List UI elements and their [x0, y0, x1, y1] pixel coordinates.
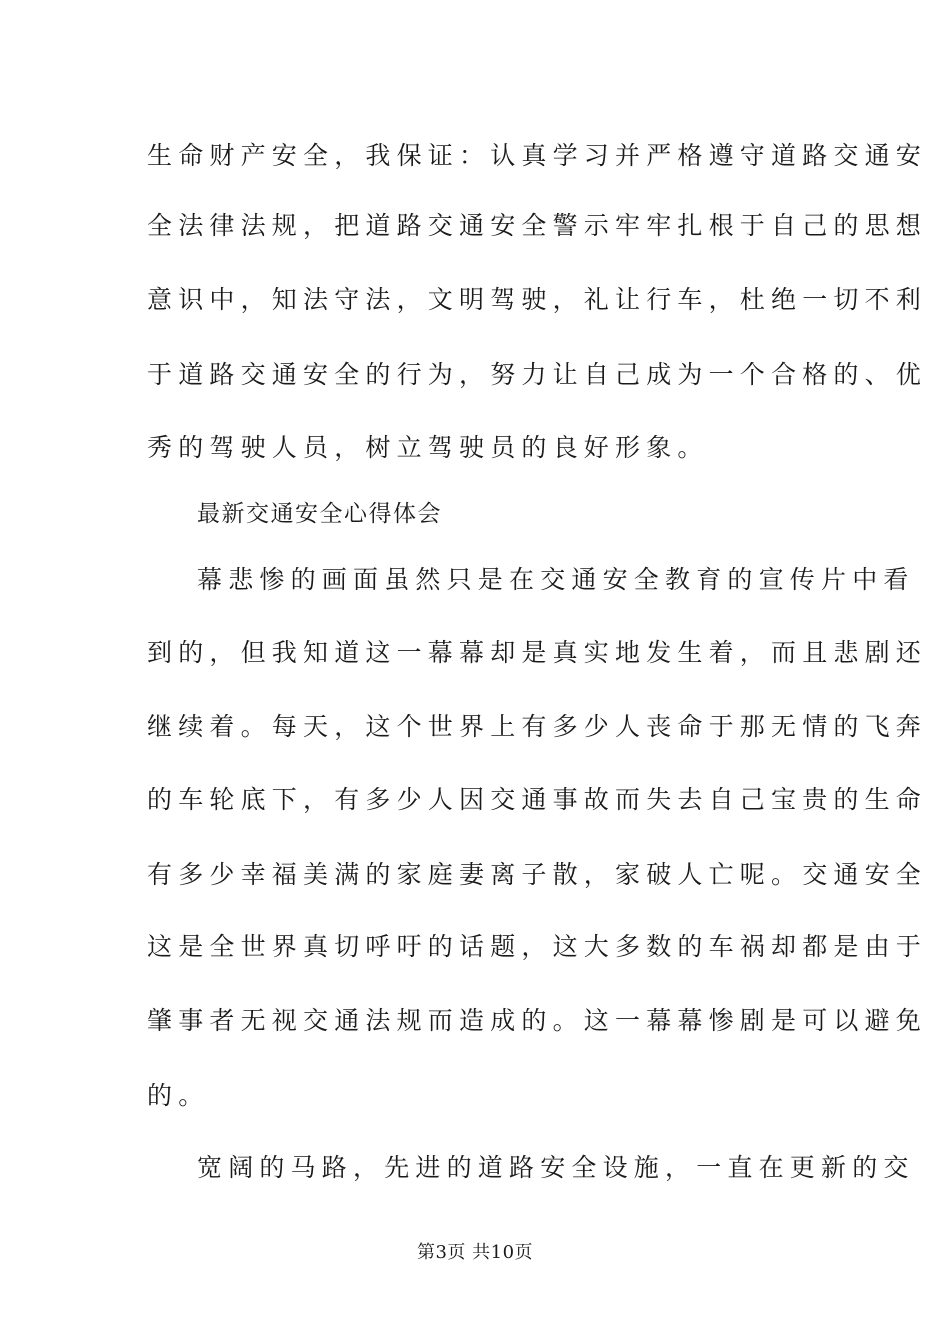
- text-line: 生命财产安全，我保证：认真学习并严格遵守道路交通安: [147, 141, 928, 170]
- text-line: 幕悲惨的画面虽然只是在交通安全教育的宣传片中看: [197, 565, 915, 594]
- text-line: 这是全世界真切呼吁的话题，这大多数的车祸却都是由于: [147, 932, 928, 961]
- text-line: 宽阔的马路，先进的道路安全设施，一直在更新的交: [197, 1153, 915, 1182]
- text-line: 的车轮底下，有多少人因交通事故而失去自己宝贵的生命: [147, 785, 928, 814]
- text-line: 肇事者无视交通法规而造成的。这一幕幕惨剧是可以避免: [147, 1006, 928, 1035]
- page-number-footer: 第3页 共10页: [416, 1242, 534, 1263]
- text-line: 秀的驾驶人员，树立驾驶员的良好形象。: [147, 433, 709, 462]
- text-line: 继续着。每天，这个世界上有多少人丧命于那无情的飞奔: [147, 712, 928, 741]
- text-line: 到的，但我知道这一幕幕却是真实地发生着，而且悲剧还: [147, 638, 928, 667]
- text-line: 有多少幸福美满的家庭妻离子散，家破人亡呢。交通安全: [147, 860, 928, 889]
- text-line: 的。: [147, 1081, 210, 1110]
- text-line: 意识中，知法守法，文明驾驶，礼让行车，杜绝一切不利: [147, 285, 928, 314]
- section-heading: 最新交通安全心得体会: [197, 501, 442, 527]
- text-line: 全法律法规，把道路交通安全警示牢牢扎根于自己的思想: [147, 211, 928, 240]
- text-line: 于道路交通安全的行为，努力让自己成为一个合格的、优: [147, 360, 928, 389]
